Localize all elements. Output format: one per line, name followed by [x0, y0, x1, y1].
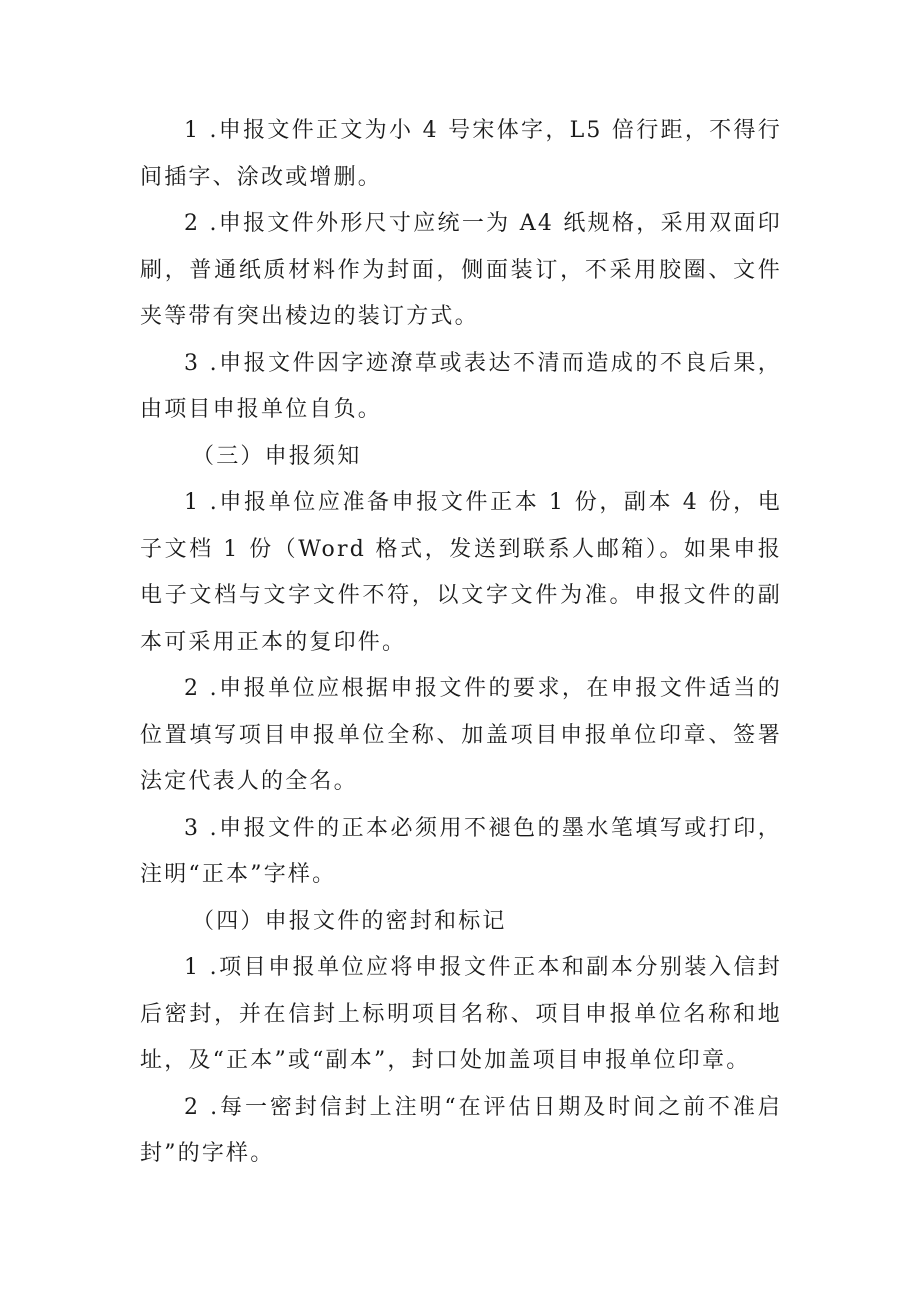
notice-item-2: 2 .申报单位应根据申报文件的要求，在申报文件适当的位置填写项目申报单位全称、加盖项目申报单位印章、签署法定代表人的全名。 — [140, 676, 782, 794]
seal-item-1: 1 .项目申报单位应将申报文件正本和副本分别装入信封后密封，并在信封上标明项目名称、项目申报单位名称和地址，及“正本”或“副本”，封口处加盖项目申报单位印章。 — [140, 955, 782, 1073]
format-item-2: 2 .申报文件外形尺寸应统一为 A4 纸规格，采用双面印刷，普通纸质材料作为封面，侧面装订，不采用胶圈、文件夹等带有突出棱边的装订方式。 — [140, 211, 782, 329]
format-item-1: 1 .申报文件正文为小 4 号宋体字，L5 倍行距，不得行间插字、涂改或增删。 — [140, 118, 782, 190]
notice-item-1: 1 .申报单位应准备申报文件正本 1 份，副本 4 份，电子文档 1 份（Word 格式，发送到联系人邮箱）。如果申报电子文档与文字文件不符，以文字文件为准。申报文件的副本可采用正本的复印件。 — [140, 490, 782, 655]
seal-item-2: 2 .每一密封信封上注明“在评估日期及时间之前不准启封”的字样。 — [140, 1094, 782, 1166]
notice-item-3: 3 .申报文件的正本必须用不褪色的墨水笔填写或打印，注明“正本”字样。 — [140, 815, 782, 887]
section-heading-notice: （三）申报须知 — [192, 443, 362, 469]
document-body — [140, 108, 782, 1178]
section-heading-seal: （四）申报文件的密封和标记 — [192, 908, 507, 934]
format-item-3: 3 .申报文件因字迹潦草或表达不清而造成的不良后果，由项目申报单位自负。 — [140, 350, 782, 422]
